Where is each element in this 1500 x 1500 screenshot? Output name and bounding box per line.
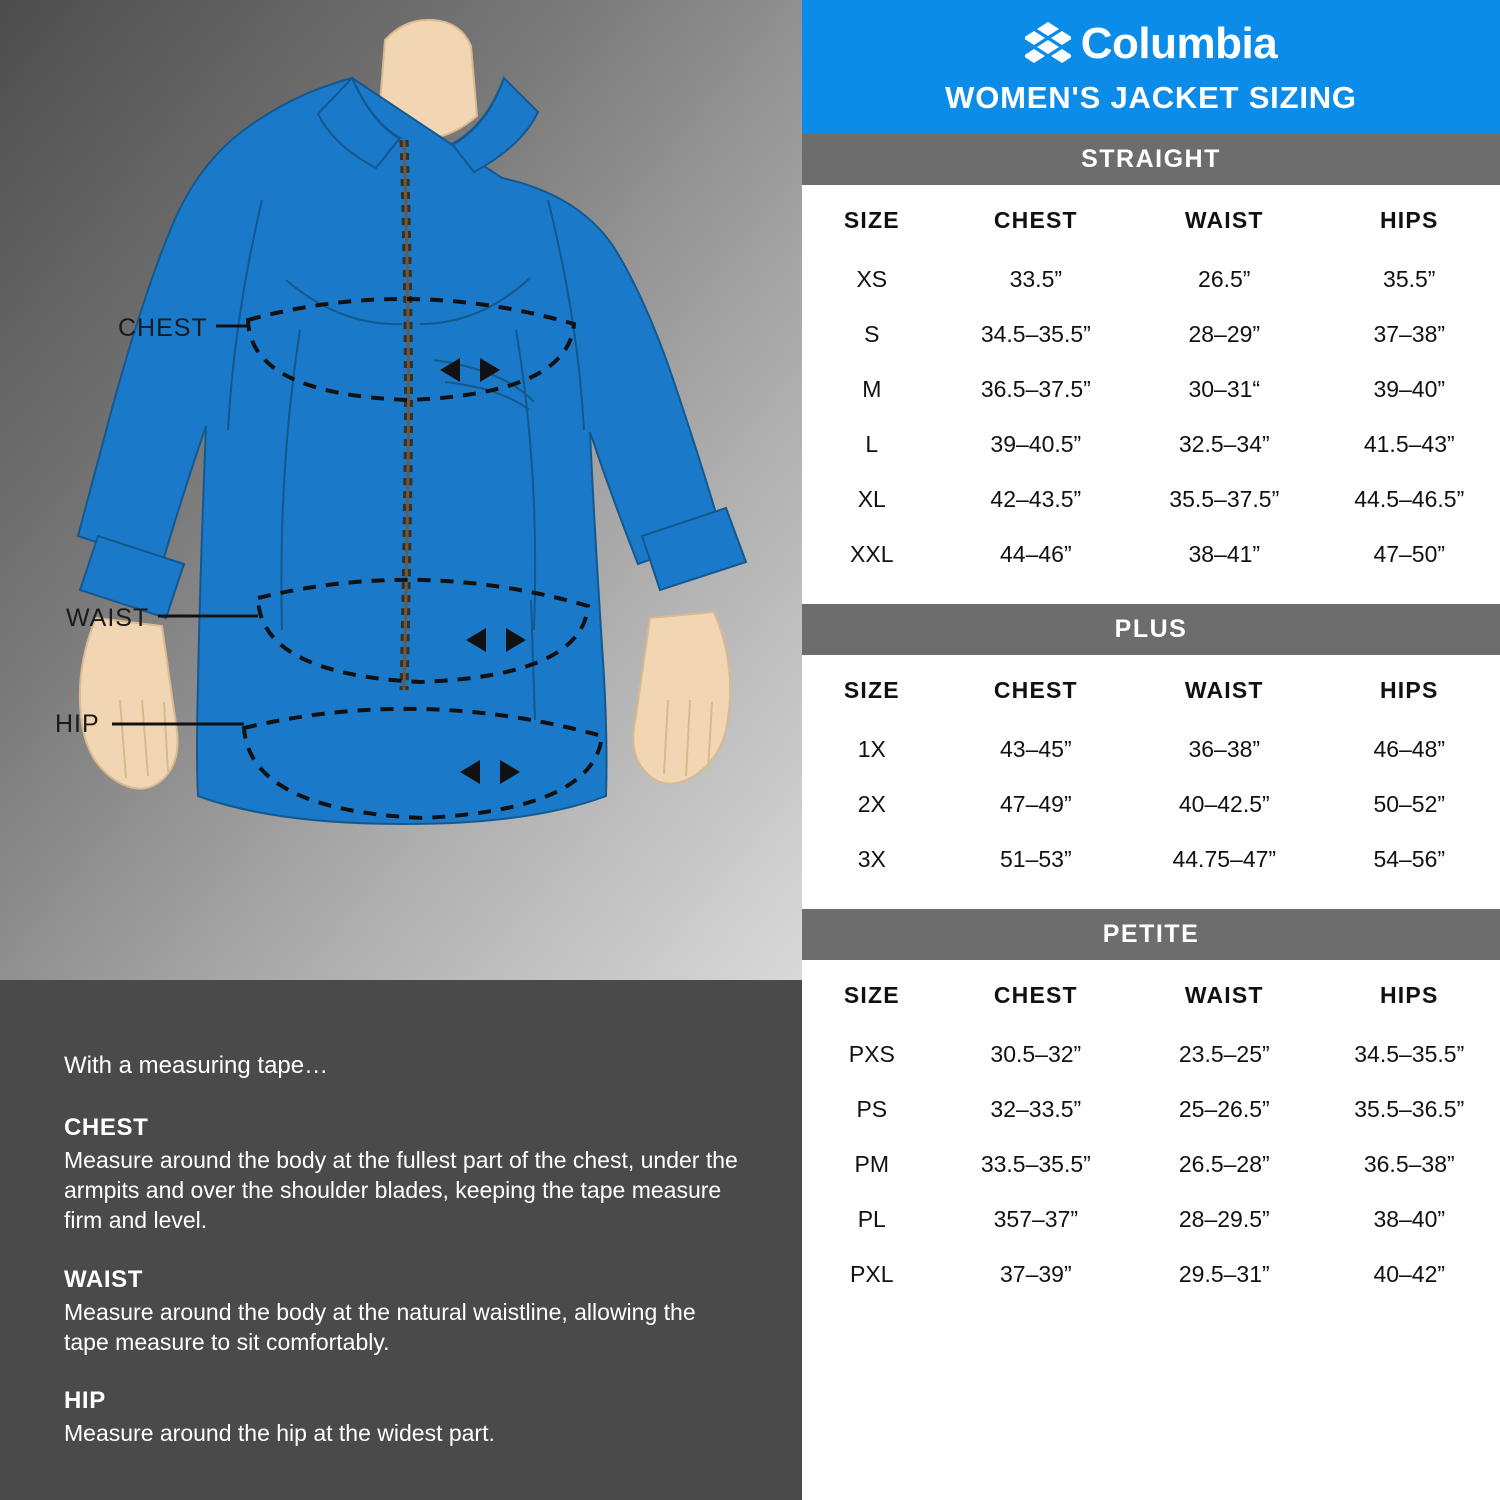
cell-chest: 44–46” <box>1000 541 1072 567</box>
instruction-body-waist: Measure around the body at the natural waistline, allowing the tape measure to sit comfortably. <box>64 1298 696 1355</box>
cell-waist: 35.5–37.5” <box>1169 486 1280 512</box>
size-table-plus <box>802 655 1500 887</box>
table-row <box>802 1027 1500 1082</box>
cell-waist: 29.5–31” <box>1178 1261 1270 1287</box>
cell-size: L <box>865 431 879 457</box>
chest-measure-label: CHEST <box>118 314 208 342</box>
cell-size: PS <box>856 1096 888 1122</box>
column-header-chest: CHEST <box>993 982 1078 1008</box>
instruction-heading-chest: CHEST <box>64 1114 149 1141</box>
cell-size: XXL <box>850 541 894 567</box>
table-row <box>802 722 1500 777</box>
cell-hips: 37–38” <box>1373 321 1446 347</box>
table-header-row <box>802 185 1500 252</box>
table-header-row <box>802 960 1500 1027</box>
brand-header <box>802 0 1500 134</box>
column-header-size: SIZE <box>843 207 900 233</box>
instruction-body-chest: Measure around the body at the fullest part of the chest, under the armpits and over the shoulder blades, keeping the tape measure firm and level. <box>64 1147 738 1233</box>
cell-hips: 50–52” <box>1373 791 1446 817</box>
cell-size: S <box>864 321 880 347</box>
cell-waist: 26.5–28” <box>1178 1151 1270 1177</box>
cell-chest: 36.5–37.5” <box>980 376 1091 402</box>
cell-hips: 54–56” <box>1373 846 1446 872</box>
cell-chest: 37–39” <box>1000 1261 1072 1287</box>
cell-size: 1X <box>857 736 886 762</box>
table-row <box>802 307 1500 362</box>
section-header-petite: PETITE <box>802 909 1500 960</box>
cell-waist: 38–41” <box>1188 541 1261 567</box>
cell-hips: 46–48” <box>1373 736 1446 762</box>
table-row <box>802 252 1500 307</box>
cell-waist: 28–29.5” <box>1178 1206 1270 1232</box>
table-row <box>802 832 1500 887</box>
cell-hips: 39–40” <box>1373 376 1446 402</box>
instruction-heading-waist: WAIST <box>64 1265 143 1293</box>
table-spacer <box>802 887 1500 909</box>
cell-waist: 23.5–25” <box>1178 1041 1270 1067</box>
cell-chest: 32–33.5” <box>990 1096 1082 1122</box>
table-row <box>802 777 1500 832</box>
cell-hips: 41.5–43” <box>1363 431 1455 457</box>
cell-waist: 25–26.5” <box>1178 1096 1270 1122</box>
table-row <box>802 362 1500 417</box>
cell-hips: 35.5–36.5” <box>1354 1096 1465 1122</box>
table-header-row <box>802 655 1500 722</box>
column-header-hips: HIPS <box>1380 207 1439 233</box>
cell-size: XL <box>857 486 886 512</box>
size-table-straight <box>802 185 1500 582</box>
cell-size: M <box>862 376 882 402</box>
cell-waist: 28–29” <box>1188 321 1261 347</box>
section-header-straight: STRAIGHT <box>802 134 1500 185</box>
table-row <box>802 1247 1500 1302</box>
cell-chest: 34.5–35.5” <box>980 321 1091 347</box>
cell-chest: 357–37” <box>993 1206 1079 1232</box>
table-row <box>802 472 1500 527</box>
cell-size: PM <box>854 1151 890 1177</box>
instructions-intro: With a measuring tape… <box>64 1052 329 1079</box>
table-row <box>802 1137 1500 1192</box>
jacket-illustration <box>0 0 802 980</box>
table-row <box>802 1082 1500 1137</box>
cell-chest: 39–40.5” <box>990 431 1082 457</box>
measuring-instructions <box>0 980 802 1500</box>
table-row <box>802 1192 1500 1247</box>
column-header-hips: HIPS <box>1380 677 1439 703</box>
column-header-waist: WAIST <box>1184 207 1264 233</box>
cell-chest: 47–49” <box>1000 791 1072 817</box>
cell-hips: 38–40” <box>1373 1206 1446 1232</box>
columbia-diamond-logo-icon <box>1025 22 1071 66</box>
hip-measure-label: HIP <box>55 710 100 738</box>
instruction-heading-hip: HIP <box>64 1387 106 1415</box>
brand-row <box>802 19 1500 68</box>
cell-waist: 30–31“ <box>1188 376 1261 402</box>
column-header-size: SIZE <box>843 677 900 703</box>
cell-hips: 35.5” <box>1383 266 1436 292</box>
cell-waist: 26.5” <box>1198 266 1251 292</box>
size-table-petite <box>802 960 1500 1302</box>
table-row <box>802 417 1500 472</box>
cell-waist: 44.75–47” <box>1172 846 1277 872</box>
page-title: WOMEN'S JACKET SIZING <box>945 80 1357 115</box>
cell-hips: 40–42” <box>1373 1261 1446 1287</box>
cell-size: 2X <box>857 791 886 817</box>
cell-size: PL <box>857 1206 886 1232</box>
column-header-hips: HIPS <box>1380 982 1439 1008</box>
waist-measure-label: WAIST <box>66 604 150 632</box>
cell-hips: 34.5–35.5” <box>1354 1041 1465 1067</box>
table-spacer <box>802 582 1500 604</box>
cell-size: 3X <box>857 846 886 872</box>
cell-waist: 40–42.5” <box>1178 791 1270 817</box>
instruction-body-hip: Measure around the hip at the widest part. <box>64 1420 495 1447</box>
cell-hips: 47–50” <box>1373 541 1446 567</box>
brand-name: Columbia <box>1080 19 1278 68</box>
jacket-figure-svg <box>0 0 802 980</box>
cell-waist: 32.5–34” <box>1178 431 1270 457</box>
cell-chest: 43–45” <box>1000 736 1072 762</box>
column-header-chest: CHEST <box>993 677 1078 703</box>
cell-hips: 36.5–38” <box>1363 1151 1455 1177</box>
cell-hips: 44.5–46.5” <box>1354 486 1465 512</box>
cell-chest: 51–53” <box>1000 846 1072 872</box>
table-row <box>802 527 1500 582</box>
section-header-plus: PLUS <box>802 604 1500 655</box>
column-header-chest: CHEST <box>993 207 1078 233</box>
cell-chest: 33.5” <box>1009 266 1063 292</box>
cell-chest: 33.5–35.5” <box>980 1151 1091 1177</box>
cell-size: PXS <box>848 1041 895 1067</box>
column-header-size: SIZE <box>843 982 900 1008</box>
column-header-waist: WAIST <box>1184 677 1264 703</box>
right-column <box>802 0 1500 1500</box>
cell-size: PXL <box>850 1261 894 1287</box>
cell-chest: 30.5–32” <box>990 1041 1082 1067</box>
cell-size: XS <box>856 266 888 292</box>
cell-waist: 36–38” <box>1188 736 1261 762</box>
cell-chest: 42–43.5” <box>990 486 1082 512</box>
column-header-waist: WAIST <box>1184 982 1264 1008</box>
